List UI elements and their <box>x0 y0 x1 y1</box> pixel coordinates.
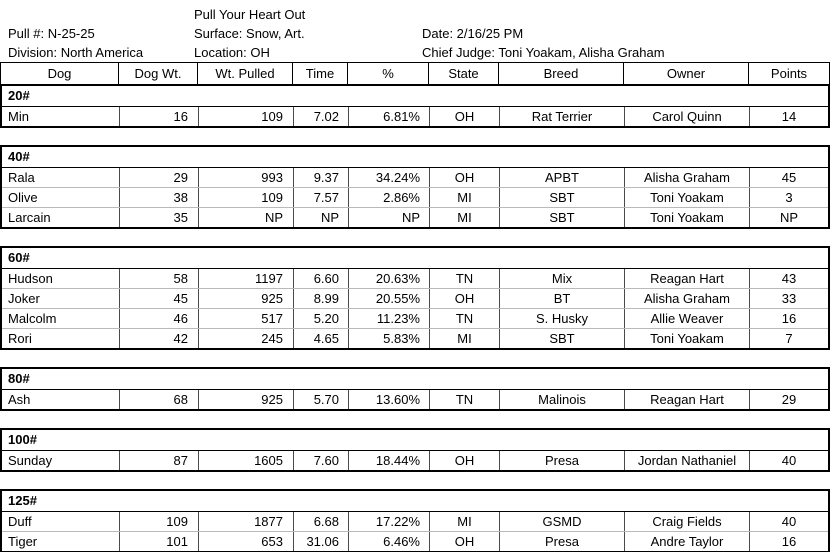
cell-points: NP <box>749 208 828 227</box>
cell-state: MI <box>429 512 499 531</box>
event-info-block <box>0 0 830 62</box>
cell-dog-wt: 38 <box>119 188 198 207</box>
cell-owner: Toni Yoakam <box>624 188 749 207</box>
cell-wt-pulled: 245 <box>198 329 293 348</box>
table-row <box>2 107 828 126</box>
column-header-owner: Owner <box>623 63 748 84</box>
cell-percent: 17.22% <box>348 512 429 531</box>
cell-time: 5.20 <box>293 309 348 328</box>
column-header-wt-pulled: Wt. Pulled <box>197 63 292 84</box>
cell-points: 33 <box>749 289 828 308</box>
cell-state: OH <box>429 107 499 126</box>
cell-owner: Alisha Graham <box>624 168 749 187</box>
weight-class-label: 40# <box>2 147 828 168</box>
location: Location: OH <box>194 45 270 60</box>
weight-class-label: 100# <box>2 430 828 451</box>
cell-dog-wt: 29 <box>119 168 198 187</box>
cell-percent: 13.60% <box>348 390 429 409</box>
weight-class-label: 125# <box>2 491 828 512</box>
cell-breed: Mix <box>499 269 624 288</box>
cell-dog: Rori <box>8 331 32 346</box>
weight-class-section <box>0 367 830 411</box>
cell-dog: Malcolm <box>8 311 57 326</box>
cell-owner: Reagan Hart <box>624 269 749 288</box>
cell-percent: 6.81% <box>348 107 429 126</box>
cell-wt-pulled: 109 <box>198 188 293 207</box>
cell-points: 40 <box>749 451 828 470</box>
cell-owner: Toni Yoakam <box>624 329 749 348</box>
weight-class-section <box>0 428 830 472</box>
table-row <box>2 451 828 470</box>
column-header-points: Points <box>748 63 829 84</box>
results-table <box>0 84 830 552</box>
cell-breed: SBT <box>499 329 624 348</box>
cell-dog-wt: 35 <box>119 208 198 227</box>
cell-dog: Olive <box>8 190 38 205</box>
cell-wt-pulled: 517 <box>198 309 293 328</box>
cell-breed: BT <box>499 289 624 308</box>
cell-wt-pulled: 1605 <box>198 451 293 470</box>
cell-percent: 20.63% <box>348 269 429 288</box>
cell-dog-wt: 16 <box>119 107 198 126</box>
cell-time: 4.65 <box>293 329 348 348</box>
surface: Surface: Snow, Art. <box>194 26 305 41</box>
table-row <box>2 207 828 227</box>
event-title: Pull Your Heart Out <box>194 7 306 22</box>
table-row <box>2 308 828 328</box>
cell-owner: Craig Fields <box>624 512 749 531</box>
cell-dog: Duff <box>8 514 32 529</box>
cell-breed: Presa <box>499 451 624 470</box>
cell-owner: Andre Taylor <box>624 532 749 551</box>
cell-dog: Min <box>8 109 29 124</box>
cell-wt-pulled: 925 <box>198 390 293 409</box>
cell-breed: Malinois <box>499 390 624 409</box>
cell-state: MI <box>429 208 499 227</box>
weight-class-section <box>0 84 830 128</box>
cell-state: OH <box>429 451 499 470</box>
cell-dog: Ash <box>8 392 31 407</box>
info-spacer <box>0 5 194 24</box>
cell-points: 16 <box>749 309 828 328</box>
cell-breed: S. Husky <box>499 309 624 328</box>
cell-percent: 18.44% <box>348 451 429 470</box>
cell-owner: Jordan Nathaniel <box>624 451 749 470</box>
cell-percent: 20.55% <box>348 289 429 308</box>
cell-time: 9.37 <box>293 168 348 187</box>
cell-owner: Reagan Hart <box>624 390 749 409</box>
division: Division: North America <box>8 45 144 60</box>
cell-points: 45 <box>749 168 828 187</box>
column-header-breed: Breed <box>498 63 623 84</box>
cell-points: 14 <box>749 107 828 126</box>
cell-dog: Rala <box>8 170 35 185</box>
cell-dog: Joker <box>8 291 40 306</box>
cell-dog-wt: 101 <box>119 532 198 551</box>
weight-class-section <box>0 145 830 229</box>
cell-breed: SBT <box>499 188 624 207</box>
cell-points: 40 <box>749 512 828 531</box>
info-spacer <box>422 5 830 24</box>
cell-dog-wt: 46 <box>119 309 198 328</box>
cell-breed: APBT <box>499 168 624 187</box>
cell-wt-pulled: 993 <box>198 168 293 187</box>
cell-dog: Tiger <box>8 534 38 549</box>
column-header-dog-wt: Dog Wt. <box>118 63 197 84</box>
cell-percent: 6.46% <box>348 532 429 551</box>
cell-points: 16 <box>749 532 828 551</box>
cell-wt-pulled: 1197 <box>198 269 293 288</box>
cell-points: 7 <box>749 329 828 348</box>
cell-percent: 5.83% <box>348 329 429 348</box>
cell-dog: Larcain <box>8 210 51 225</box>
cell-points: 3 <box>749 188 828 207</box>
cell-owner: Carol Quinn <box>624 107 749 126</box>
weight-class-label: 60# <box>2 248 828 269</box>
table-row <box>2 288 828 308</box>
cell-state: OH <box>429 168 499 187</box>
cell-time: NP <box>293 208 348 227</box>
date: Date: 2/16/25 PM <box>422 26 524 41</box>
cell-time: 5.70 <box>293 390 348 409</box>
cell-owner: Toni Yoakam <box>624 208 749 227</box>
column-header-time: Time <box>292 63 347 84</box>
cell-time: 7.02 <box>293 107 348 126</box>
cell-breed: SBT <box>499 208 624 227</box>
cell-time: 31.06 <box>293 532 348 551</box>
cell-state: MI <box>429 329 499 348</box>
cell-dog-wt: 68 <box>119 390 198 409</box>
cell-percent: 11.23% <box>348 309 429 328</box>
cell-state: OH <box>429 289 499 308</box>
cell-wt-pulled: 1877 <box>198 512 293 531</box>
cell-wt-pulled: 925 <box>198 289 293 308</box>
info-row-1 <box>0 5 830 24</box>
cell-dog-wt: 109 <box>119 512 198 531</box>
table-row <box>2 269 828 288</box>
table-row <box>2 168 828 187</box>
table-row <box>2 187 828 207</box>
cell-breed: Rat Terrier <box>499 107 624 126</box>
cell-state: TN <box>429 309 499 328</box>
cell-dog: Sunday <box>8 453 53 468</box>
cell-time: 8.99 <box>293 289 348 308</box>
cell-state: MI <box>429 188 499 207</box>
cell-state: OH <box>429 532 499 551</box>
table-row <box>2 531 828 551</box>
cell-dog-wt: 42 <box>119 329 198 348</box>
weight-class-label: 80# <box>2 369 828 390</box>
cell-time: 7.57 <box>293 188 348 207</box>
weight-class-section <box>0 246 830 350</box>
column-header-state: State <box>428 63 498 84</box>
cell-dog-wt: 87 <box>119 451 198 470</box>
chief-judge: Chief Judge: Toni Yoakam, Alisha Graham <box>422 45 665 60</box>
cell-dog: Hudson <box>8 271 53 286</box>
cell-percent: 2.86% <box>348 188 429 207</box>
cell-time: 6.68 <box>293 512 348 531</box>
cell-owner: Allie Weaver <box>624 309 749 328</box>
info-row-3 <box>0 43 830 62</box>
column-header-percent: % <box>347 63 428 84</box>
cell-breed: Presa <box>499 532 624 551</box>
table-row <box>2 512 828 531</box>
cell-points: 43 <box>749 269 828 288</box>
cell-dog-wt: 45 <box>119 289 198 308</box>
cell-time: 7.60 <box>293 451 348 470</box>
cell-state: TN <box>429 269 499 288</box>
weight-class-section <box>0 489 830 552</box>
column-header-row <box>0 62 830 84</box>
cell-breed: GSMD <box>499 512 624 531</box>
table-row <box>2 328 828 348</box>
pull-number: Pull #: N-25-25 <box>8 26 95 41</box>
cell-percent: NP <box>348 208 429 227</box>
column-header-dog: Dog <box>47 66 72 81</box>
cell-state: TN <box>429 390 499 409</box>
cell-wt-pulled: 109 <box>198 107 293 126</box>
cell-owner: Alisha Graham <box>624 289 749 308</box>
cell-dog-wt: 58 <box>119 269 198 288</box>
weight-class-label: 20# <box>2 86 828 107</box>
cell-wt-pulled: 653 <box>198 532 293 551</box>
cell-wt-pulled: NP <box>198 208 293 227</box>
cell-percent: 34.24% <box>348 168 429 187</box>
cell-time: 6.60 <box>293 269 348 288</box>
cell-points: 29 <box>749 390 828 409</box>
table-row <box>2 390 828 409</box>
info-row-2 <box>0 24 830 43</box>
